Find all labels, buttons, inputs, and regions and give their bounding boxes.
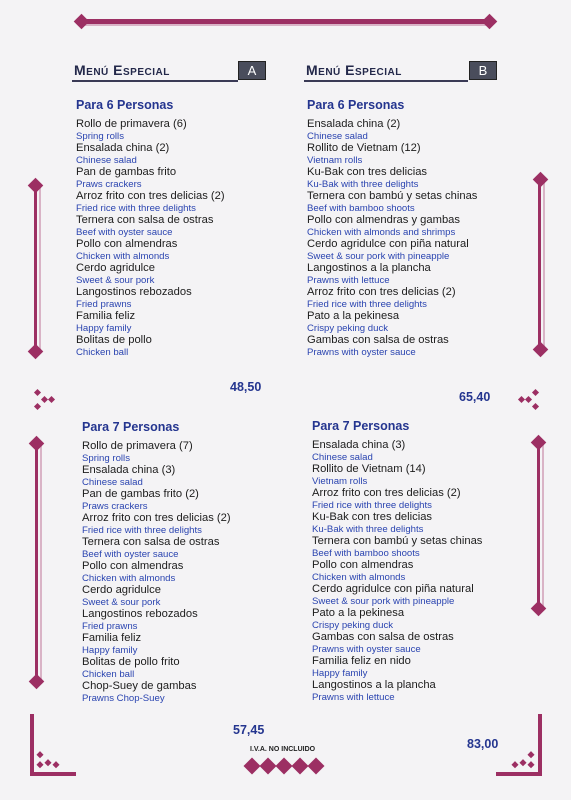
dish-name-english: Chicken with almonds (312, 571, 406, 583)
dish-name-spanish: Ensalada china (2) (76, 142, 170, 154)
left-upper-vertical-ornament (34, 188, 37, 350)
dish-name-spanish: Bolitas de pollo frito (82, 656, 180, 668)
tax-note: I.V.A. NO INCLUIDO (250, 746, 316, 753)
dish-name-english: Ku-Bak with three delights (307, 178, 419, 190)
menu-b-heading-rule (304, 80, 468, 82)
bottom-left-corner-ornament (28, 712, 78, 776)
menu-item (312, 487, 527, 511)
dish-name-spanish: Ensalada china (3) (82, 464, 176, 476)
top-ornament-bar (82, 19, 490, 24)
dish-name-english: Chinese salad (76, 154, 137, 166)
menu-item (307, 190, 522, 214)
menu-item (76, 334, 286, 358)
dish-name-english: Spring rolls (82, 452, 130, 464)
menu-item (307, 310, 522, 334)
right-upper-diamond-bottom (533, 342, 549, 358)
dish-name-english: Beef with bamboo shoots (312, 547, 420, 559)
dish-name-spanish: Ku-Bak con tres delicias (312, 511, 433, 523)
menu-item (307, 118, 522, 142)
dish-name-spanish: Pollo con almendras y gambas (307, 214, 460, 226)
menu-item (82, 512, 292, 536)
bottom-diamond (276, 758, 293, 775)
menu-a-heading-rule (72, 80, 238, 82)
dish-name-english: Fried rice with three delights (76, 202, 196, 214)
menu-b-7-price: 83,00 (467, 737, 499, 751)
dish-name-english: Praws crackers (76, 178, 142, 190)
menu-item (307, 166, 522, 190)
menu-item (76, 214, 286, 238)
dish-name-english: Chinese salad (307, 130, 368, 142)
dish-name-english: Crispy peking duck (312, 619, 394, 631)
menu-item (312, 439, 527, 463)
menu-item (82, 440, 292, 464)
dish-name-spanish: Pan de gambas frito (2) (82, 488, 199, 500)
menu-item (307, 334, 522, 358)
dish-name-spanish: Pan de gambas frito (76, 166, 177, 178)
dish-name-spanish: Rollito de Vietnam (14) (312, 463, 426, 475)
dish-name-spanish: Langostinos a la plancha (312, 679, 436, 691)
dish-name-english: Vietnam rolls (307, 154, 363, 166)
menu-a-section-6 (76, 98, 286, 358)
menu-a-7-price: 57,45 (233, 723, 265, 737)
left-middle-motif (34, 403, 41, 410)
dish-name-spanish: Pollo con almendras (312, 559, 414, 571)
dish-name-english: Beef with bamboo shoots (307, 202, 415, 214)
menu-a-section-7 (82, 420, 292, 704)
menu-item (76, 310, 286, 334)
menu-b-badge: B (469, 61, 497, 80)
dish-name-english: Beef with oyster sauce (76, 226, 173, 238)
dish-name-english: Prawns Chop-Suey (82, 692, 165, 704)
menu-b-section-7 (312, 419, 527, 703)
menu-item (307, 262, 522, 286)
menu-item (76, 190, 286, 214)
dish-name-english: Chicken with almonds (82, 572, 176, 584)
dish-name-english: Chinese salad (312, 451, 373, 463)
right-middle-motif (532, 389, 539, 396)
dish-name-spanish: Rollito de Vietnam (12) (307, 142, 421, 154)
left-lower-vertical-ornament (35, 445, 38, 680)
top-left-diamond (74, 14, 90, 30)
menu-item (312, 463, 527, 487)
right-middle-motif (532, 403, 539, 410)
dish-name-english: Praws crackers (82, 500, 148, 512)
dish-name-spanish: Langostinos rebozados (82, 608, 198, 620)
dish-name-spanish: Cerdo agridulce (82, 584, 161, 596)
dish-name-spanish: Familia feliz en nido (312, 655, 411, 667)
menu-item (312, 583, 527, 607)
dish-name-english: Sweet & sour pork with pineapple (312, 595, 455, 607)
dish-name-spanish: Cerdo agridulce con piña natural (307, 238, 469, 250)
dish-name-english: Prawns with lettuce (307, 274, 390, 286)
left-upper-vertical-ornament-shade (39, 188, 41, 350)
bottom-diamond (308, 758, 325, 775)
menu-item (82, 560, 292, 584)
dish-name-spanish: Ternera con bambú y setas chinas (307, 190, 478, 202)
dish-name-english: Fried rice with three delights (312, 499, 432, 511)
dish-name-spanish: Ensalada china (3) (312, 439, 406, 451)
dish-name-spanish: Ensalada china (2) (307, 118, 401, 130)
menu-a-heading: Menú Especial (74, 62, 170, 78)
menu-item (307, 286, 522, 310)
dish-name-spanish: Pato a la pekinesa (307, 310, 400, 322)
dish-name-english: Chicken with almonds and shrimps (307, 226, 456, 238)
menu-item (76, 118, 286, 142)
dish-name-english: Fried prawns (76, 298, 132, 310)
dish-name-english: Sweet & sour pork (82, 596, 161, 608)
dish-name-spanish: Cerdo agridulce con piña natural (312, 583, 474, 595)
dish-name-english: Beef with oyster sauce (82, 548, 179, 560)
bottom-diamond (260, 758, 277, 775)
bottom-diamond (244, 758, 261, 775)
right-upper-vertical-ornament-shade (543, 180, 545, 350)
dish-name-spanish: Langostinos rebozados (76, 286, 192, 298)
dish-name-english: Prawns with lettuce (312, 691, 395, 703)
menu-item (312, 679, 527, 703)
section-title: Para 7 Personas (312, 419, 410, 433)
dish-name-english: Happy family (76, 322, 132, 334)
menu-item (307, 238, 522, 262)
dish-name-english: Crispy peking duck (307, 322, 389, 334)
menu-item (312, 559, 527, 583)
dish-name-spanish: Rollo de primavera (6) (76, 118, 187, 130)
dish-name-spanish: Arroz frito con tres delicias (2) (82, 512, 231, 524)
dish-name-english: Vietnam rolls (312, 475, 368, 487)
dish-name-english: Fried prawns (82, 620, 138, 632)
menu-b-6-price: 65,40 (459, 390, 491, 404)
right-lower-vertical-ornament-shade (542, 443, 544, 608)
menu-item (82, 656, 292, 680)
dish-name-english: Fried rice with three delights (307, 298, 427, 310)
left-middle-motif (34, 389, 41, 396)
menu-item (312, 655, 527, 679)
menu-item (312, 607, 527, 631)
dish-name-spanish: Langostinos a la plancha (307, 262, 431, 274)
bottom-right-corner-ornament (494, 712, 544, 776)
dish-name-spanish: Familia feliz (82, 632, 142, 644)
menu-item (76, 262, 286, 286)
menu-item (82, 608, 292, 632)
dish-name-spanish: Ternera con salsa de ostras (82, 536, 220, 548)
menu-item (312, 535, 527, 559)
section-title: Para 6 Personas (307, 98, 405, 112)
menu-item (82, 680, 292, 704)
menu-b-heading: Menú Especial (306, 62, 402, 78)
dish-name-spanish: Gambas con salsa de ostras (312, 631, 454, 643)
menu-item (76, 238, 286, 262)
dish-name-spanish: Familia feliz (76, 310, 136, 322)
right-upper-diamond-top (533, 172, 549, 188)
dish-name-english: Ku-Bak with three delights (312, 523, 424, 535)
menu-a-6-price: 48,50 (230, 380, 262, 394)
menu-item (76, 286, 286, 310)
dish-name-spanish: Arroz frito con tres delicias (2) (307, 286, 456, 298)
left-middle-motif (48, 396, 55, 403)
dish-name-spanish: Ternera con bambú y setas chinas (312, 535, 483, 547)
menu-item (307, 142, 522, 166)
dish-name-english: Chicken ball (82, 668, 135, 680)
dish-name-english: Prawns with oyster sauce (307, 346, 416, 358)
dish-name-english: Happy family (312, 667, 368, 679)
dish-name-english: Chinese salad (82, 476, 143, 488)
menu-item (82, 488, 292, 512)
dish-name-english: Fried rice with three delights (82, 524, 202, 536)
dish-name-english: Spring rolls (76, 130, 124, 142)
dish-name-spanish: Cerdo agridulce (76, 262, 155, 274)
dish-name-spanish: Chop-Suey de gambas (82, 680, 197, 692)
menu-item (82, 464, 292, 488)
left-lower-vertical-ornament-shade (40, 445, 42, 680)
menu-a-badge: A (238, 61, 266, 80)
menu-item (312, 511, 527, 535)
dish-name-spanish: Rollo de primavera (7) (82, 440, 193, 452)
menu-item (82, 536, 292, 560)
dish-name-spanish: Ku-Bak con tres delicias (307, 166, 428, 178)
dish-name-spanish: Pollo con almendras (76, 238, 178, 250)
menu-item (82, 584, 292, 608)
dish-name-spanish: Gambas con salsa de ostras (307, 334, 449, 346)
dish-name-spanish: Pato a la pekinesa (312, 607, 405, 619)
dish-name-english: Sweet & sour pork with pineapple (307, 250, 450, 262)
top-right-diamond (482, 14, 498, 30)
menu-item (307, 214, 522, 238)
right-middle-motif (525, 396, 532, 403)
dish-name-english: Chicken ball (76, 346, 129, 358)
menu-b-section-6 (307, 98, 522, 358)
section-title: Para 6 Personas (76, 98, 174, 112)
right-lower-vertical-ornament (537, 443, 540, 608)
menu-item (312, 631, 527, 655)
dish-name-spanish: Bolitas de pollo (76, 334, 152, 346)
dish-name-spanish: Ternera con salsa de ostras (76, 214, 214, 226)
dish-name-english: Happy family (82, 644, 138, 656)
dish-name-english: Sweet & sour pork (76, 274, 155, 286)
dish-name-english: Chicken with almonds (76, 250, 170, 262)
menu-item (82, 632, 292, 656)
section-title: Para 7 Personas (82, 420, 180, 434)
bottom-diamond (292, 758, 309, 775)
menu-item (76, 142, 286, 166)
right-middle-motif (518, 396, 525, 403)
dish-name-english: Prawns with oyster sauce (312, 643, 421, 655)
dish-name-spanish: Pollo con almendras (82, 560, 184, 572)
dish-name-spanish: Arroz frito con tres delicias (2) (312, 487, 461, 499)
menu-item (76, 166, 286, 190)
dish-name-spanish: Arroz frito con tres delicias (2) (76, 190, 225, 202)
right-upper-vertical-ornament (538, 180, 541, 350)
